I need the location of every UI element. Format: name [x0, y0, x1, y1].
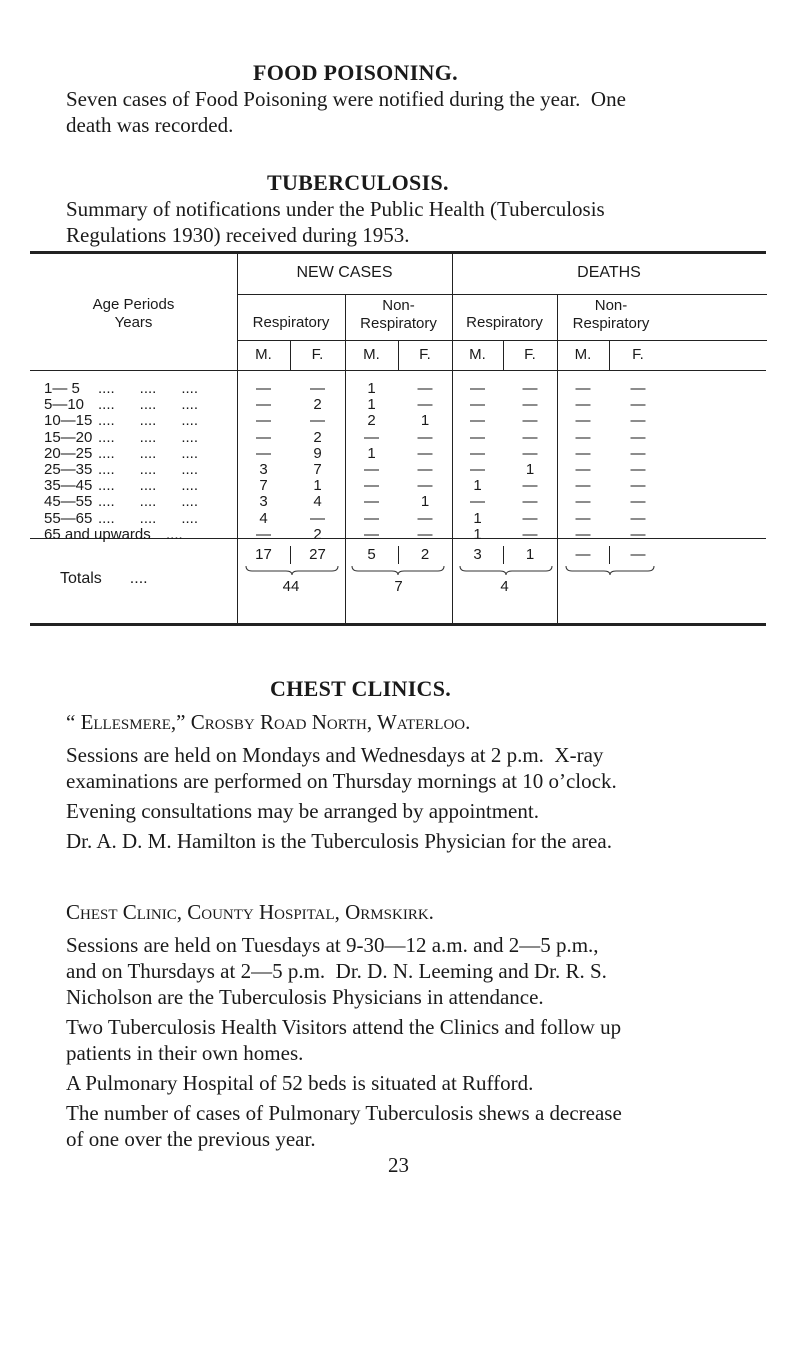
table-cell: — [575, 461, 591, 478]
new-resp-header: Respiratory [252, 314, 330, 331]
table-cell: 4 [313, 493, 322, 511]
table-cell: — [470, 428, 485, 446]
table-cell: 1 [313, 477, 322, 495]
table-cell: — [256, 444, 271, 462]
table-cell: — [522, 477, 538, 495]
table-top-rule [30, 251, 766, 254]
table-cell: — [470, 396, 485, 414]
table-cell: — [256, 428, 271, 446]
mf-f-4: F. [632, 346, 644, 363]
mf-f-1: F. [311, 346, 324, 363]
row-age-label: 10—15 [44, 412, 93, 430]
table-cell: 1 [473, 477, 482, 495]
food-poisoning-text-line1: Seven cases of Food Poisoning were notified during the year. One [66, 87, 626, 111]
totals-cell: 17 [255, 546, 272, 563]
table-cell: 2 [367, 412, 376, 430]
clinic1-title: “ Ellesmere,” Crosby Road North, Waterloo. [66, 710, 471, 734]
row-leader-dots: .... .... .... [98, 493, 199, 511]
table-cell: — [630, 412, 646, 430]
row-leader-dots: .... .... .... [98, 444, 199, 462]
table-cell: — [364, 477, 379, 495]
table-cell: — [417, 461, 433, 478]
table-cell: — [575, 493, 591, 511]
clinic2-p4-line1: Sessions are held on Tuesdays at 9-30—12 a.m. and 2—5 p.m., [66, 933, 599, 957]
clinic1-p2: Evening consultations may be arranged by appointment. [66, 799, 539, 823]
row-age-label: 1— 5 [44, 380, 80, 397]
table-cell: 1 [525, 461, 535, 478]
totals-dots: .... [129, 570, 148, 587]
totals-cell: 2 [420, 546, 430, 563]
row-age-label: 35—45 [44, 477, 93, 495]
chest-clinics-heading: CHEST CLINICS. [270, 676, 452, 701]
clinic2-p5-line2: patients in their own homes. [66, 1041, 304, 1065]
mf-f-2: F. [419, 346, 431, 363]
table-cell: 2 [313, 428, 322, 446]
totals-cell: — [630, 546, 646, 563]
deaths-resp-header: Respiratory [466, 314, 543, 331]
row-age-label: 65 and upwards [44, 525, 151, 543]
age-header [30, 296, 237, 332]
table-cell: — [364, 525, 379, 543]
page-number: 23 [388, 1153, 409, 1177]
clinic2-p7-line1: The number of cases of Pulmonary Tuberculosis shews a decrease [66, 1101, 622, 1125]
rule-under-group [237, 294, 767, 295]
totals-cell: 27 [309, 546, 326, 563]
row-leader-dots: .... [166, 525, 183, 543]
table-cell: 1 [473, 525, 482, 543]
group-total-cell: 7 [394, 578, 403, 595]
tuberculosis-text-line2: Regulations 1930) received during 1953. [66, 223, 410, 247]
table-cell: — [417, 444, 433, 462]
table-cell: 1 [367, 380, 376, 397]
mf-m-4: M. [574, 346, 592, 363]
clinic2-p5-line1: Two Tuberculosis Health Visitors attend the Clinics and follow up [66, 1015, 622, 1039]
table-cell: — [470, 380, 485, 397]
clinic2-title: Chest Clinic, County Hospital, Ormskirk. [66, 900, 434, 924]
deaths-nonresp-line1: Non- [594, 297, 628, 314]
table-cell: — [575, 380, 591, 397]
table-cell: 9 [313, 444, 322, 462]
table-cell: — [522, 428, 538, 446]
table-cell: — [575, 428, 591, 446]
mf-f-3: F. [524, 346, 536, 363]
clinic2-p7-line2: of one over the previous year. [66, 1127, 316, 1151]
table-cell: — [522, 412, 538, 430]
row-age-label: 25—35 [44, 461, 93, 478]
table-cell: — [575, 444, 591, 462]
table-cell: 2 [313, 396, 322, 414]
table-cell: — [630, 380, 646, 397]
new-cases-header: NEW CASES [296, 264, 393, 281]
table-cell: — [256, 412, 271, 430]
table-cell: 4 [259, 509, 268, 527]
table-cell: — [364, 461, 379, 478]
food-poisoning-text-line2: death was recorded. [66, 113, 234, 137]
table-cell: — [310, 412, 325, 430]
row-leader-dots: .... .... .... [98, 509, 199, 527]
table-cell: — [417, 380, 433, 397]
table-cell: — [522, 396, 538, 414]
age-header-line2: Years [114, 314, 153, 331]
row-leader-dots: .... .... .... [98, 461, 199, 478]
new-nonresp-line2: Respiratory [360, 315, 437, 332]
table-cell: 1 [473, 509, 482, 527]
row-age-label: 45—55 [44, 493, 93, 511]
totals-cell: 5 [367, 546, 376, 563]
table-cell: — [470, 493, 485, 511]
table-cell: — [364, 493, 379, 511]
table-cell: — [364, 509, 379, 527]
brace-deaths-resp [460, 566, 552, 575]
row-leader-dots: .... .... .... [98, 428, 199, 446]
brace-deaths-nonresp [566, 566, 654, 575]
table-cell: — [470, 444, 485, 462]
table-cell: — [256, 396, 271, 414]
table-cell: — [417, 428, 433, 446]
mf-m-1: M. [255, 346, 272, 363]
row-age-label: 55—65 [44, 509, 93, 527]
table-cell: — [522, 509, 538, 527]
table-cell: 1 [367, 396, 376, 414]
row-age-label: 15—20 [44, 428, 93, 446]
totals-cell: 3 [473, 546, 482, 563]
brace-new-resp [246, 566, 338, 575]
table-cell: — [630, 477, 646, 495]
table-cell: — [575, 396, 591, 414]
mf-m-2: M. [363, 346, 380, 363]
table-cell: — [630, 396, 646, 414]
table-cell: — [470, 461, 485, 478]
table-cell: — [575, 509, 591, 527]
clinic1-p3: Dr. A. D. M. Hamilton is the Tuberculosis Physician for the area. [66, 829, 612, 853]
table-cell: 7 [313, 461, 322, 478]
table-cell: — [630, 509, 646, 527]
new-nonresp-header [345, 297, 452, 333]
row-age-label: 5—10 [44, 396, 85, 414]
table-cell: — [256, 380, 271, 397]
table-cell: — [575, 412, 591, 430]
clinic1-p1-line1: Sessions are held on Mondays and Wednesdays at 2 p.m. X-ray [66, 743, 604, 767]
table-cell: — [575, 525, 591, 543]
rule-under-type [237, 340, 767, 341]
group-total-cell: 44 [282, 578, 300, 595]
table-cell: — [310, 509, 325, 527]
table-cell: — [522, 380, 538, 397]
table-cell: — [522, 525, 538, 543]
mf-m-3: M. [469, 346, 486, 363]
table-cell: 3 [259, 493, 268, 511]
new-nonresp-line1: Non- [382, 297, 415, 314]
table-cell: 3 [259, 461, 268, 478]
row-leader-dots: .... .... .... [98, 396, 199, 414]
totals-cell: — [575, 546, 591, 563]
row-age-label: 20—25 [44, 444, 93, 462]
age-header-line1: Age Periods [92, 296, 175, 313]
table-cell: — [417, 525, 433, 543]
tuberculosis-text-line1: Summary of notifications under the Public Health (Tuberculosis [66, 197, 605, 221]
table-cell: — [630, 525, 646, 543]
clinic1-p1-line2: examinations are performed on Thursday mornings at 10 o’clock. [66, 769, 617, 793]
rule-under-mf [30, 370, 766, 371]
table-cell: — [310, 380, 325, 397]
totals-label-text: Totals [60, 570, 102, 587]
clinic2-p4-line2: and on Thursdays at 2—5 p.m. Dr. D. N. Leeming and Dr. R. S. [66, 959, 607, 983]
row-leader-dots: .... .... .... [98, 412, 199, 430]
table-cell: — [630, 461, 646, 478]
table-cell: — [522, 493, 538, 511]
table-cell: — [417, 396, 433, 414]
table-cell: — [630, 444, 646, 462]
deaths-nonresp-line2: Respiratory [572, 315, 650, 332]
table-cell: — [364, 428, 379, 446]
totals-cell: 1 [525, 546, 535, 563]
table-cell: 1 [367, 444, 376, 462]
table-cell: — [630, 428, 646, 446]
deaths-header: DEATHS [577, 264, 641, 281]
table-cell: 7 [259, 477, 268, 495]
brace-new-nonresp [352, 566, 444, 575]
table-cell: — [256, 525, 271, 543]
table-cell: — [522, 444, 538, 462]
row-leader-dots: .... .... .... [98, 380, 199, 397]
table-cell: — [417, 509, 433, 527]
row-leader-dots: .... .... .... [98, 477, 199, 495]
clinic2-p4-line3: Nicholson are the Tuberculosis Physicians in attendance. [66, 985, 544, 1009]
food-poisoning-heading: FOOD POISONING. [253, 60, 458, 85]
table-cell: 1 [420, 412, 430, 430]
tuberculosis-heading: TUBERCULOSIS. [267, 170, 449, 195]
table-cell: — [575, 477, 591, 495]
deaths-nonresp-header [557, 297, 665, 333]
table-cell: — [470, 412, 485, 430]
table-cell: 1 [420, 493, 430, 511]
table-cell: — [630, 493, 646, 511]
table-bottom-rule [30, 623, 766, 626]
group-total-cell: 4 [500, 578, 509, 595]
clinic2-p6: A Pulmonary Hospital of 52 beds is situated at Rufford. [66, 1071, 534, 1095]
table-cell: — [417, 477, 433, 495]
table-cell: 2 [313, 525, 322, 543]
